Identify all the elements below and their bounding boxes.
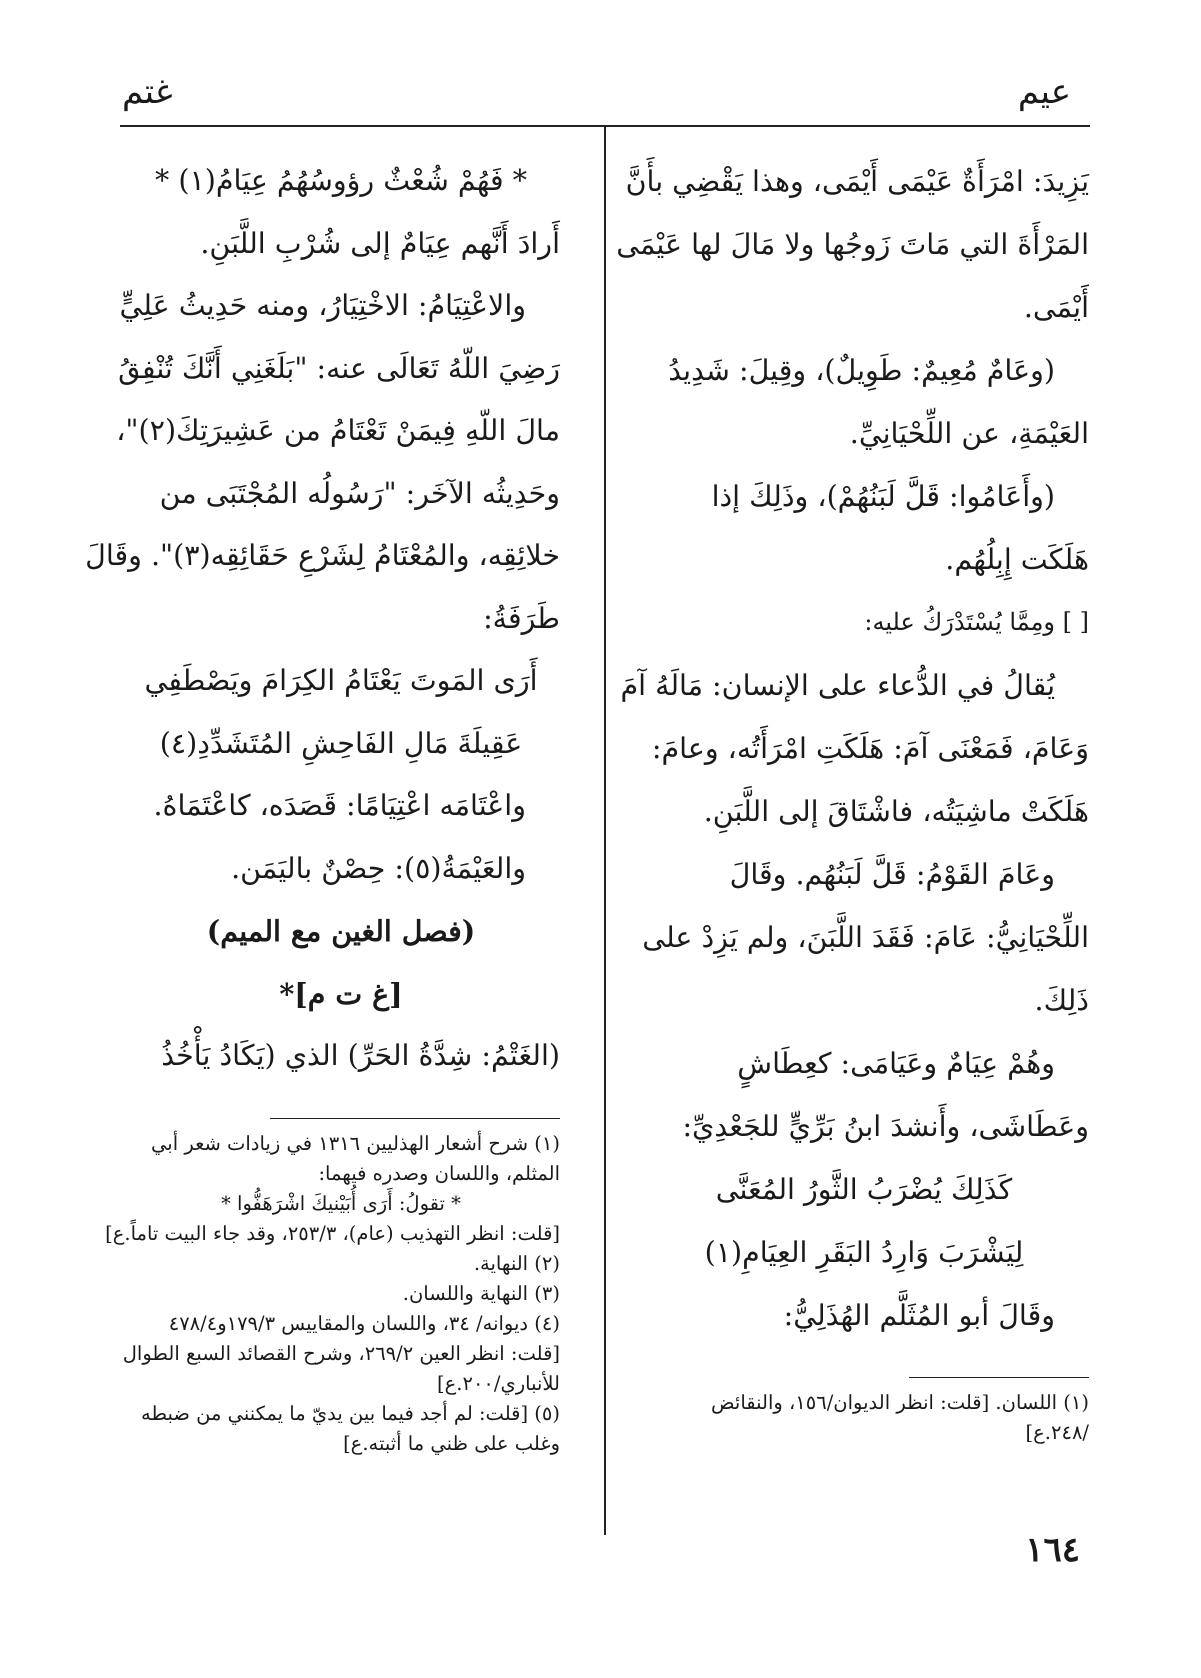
footnote-line: للأنباري/٢٠٠.ع]	[437, 1371, 560, 1395]
footnote-line: * تقولُ: أَرَى أُبَيْنيكَ اشْرَهَفُّوا *	[221, 1191, 461, 1215]
header-entry-word: عيم	[1017, 72, 1071, 112]
text-line: يَزِيدَ: امْرَأَةٌ عَيْمَى أَيْمَى، وهذا يَقْضِي بأَنَّ	[625, 165, 1089, 198]
text-line: أَيْمَى.	[1023, 291, 1089, 324]
text-line: المَرْأَةَ التي مَاتَ زَوجُها ولا مَالَ لها عَيْمَى	[616, 228, 1089, 261]
text-line: خلائِقِه، والمُعْتَامُ لِشَرْعِ حَقَائِقِه(٣)". وقَالَ	[85, 539, 560, 572]
text-line: هَلَكَتْ ماشِيَتُه، فاشْتَاقَ إلى اللَّبَنِ.	[703, 795, 1089, 828]
verse-line: أَرَى المَوتَ يَعْتَامُ الكِرَامَ ويَصْطَفِي	[144, 664, 538, 697]
text-line: العَيْمَةِ، عن اللِّحْيَانِيِّ.	[849, 417, 1089, 450]
text-line: (وأَعَامُوا: قَلَّ لَبَنُهُمْ)، وذَلِكَ إذا	[711, 480, 1055, 513]
root-heading: [غ ت م]*	[279, 976, 403, 1011]
text-line: (وعَامٌ مُعِيمٌ: طَوِيلٌ)، وقِيلَ: شَدِيدُ	[668, 354, 1055, 387]
verse-line: كَذَلِكَ يُضْرَبُ الثَّورُ المُعَنَّى	[715, 1173, 1013, 1206]
text-line: يُقالُ في الدُّعاء على الإنسان: مَالَهُ آمَ	[620, 669, 1055, 702]
footnote-line: (٤) ديوانه/ ٣٤، واللسان والمقاييس ١٧٩/٣و٤٧٨/٤	[168, 1311, 560, 1335]
footnote-line: (٣) النهاية واللسان.	[402, 1281, 560, 1305]
text-line: اللِّحْيَانِيُّ: عَامَ: فَقَدَ اللَّبَنَ، ولم يَزِدْ على	[642, 921, 1089, 954]
footnote-rule	[909, 1377, 1089, 1378]
footnote-line: وغلب على ظني ما أثبته.ع]	[343, 1431, 560, 1455]
text-line: [ ] ومِمَّا يُسْتَدْرَكُ عليه:	[864, 608, 1089, 636]
footnote-line: (١) اللسان. [قلت: انظر الديوان/١٥٦، والنقائض	[711, 1391, 1089, 1414]
text-line: أَرادَ أَنَّهم عِيَامٌ إلى شُرْبِ اللَّبَنِ.	[200, 226, 560, 260]
text-line: والعَيْمَةُ(٥): حِصْنٌ باليَمَن.	[231, 851, 526, 885]
footnote-line: /٢٤٨.ع]	[1025, 1421, 1089, 1444]
footnote-rule	[270, 1118, 560, 1119]
text-line: هَلَكَت إِبِلُهُم.	[945, 543, 1089, 576]
footnote-line: [قلت: انظر العين ٢٦٩/٢، وشرح القصائد السبع الطوال	[122, 1341, 560, 1365]
header-next-entry-word: غتم	[122, 72, 173, 112]
column-divider	[604, 127, 606, 1535]
text-line: والاعْتِيَامُ: الاخْتِيَارُ، ومنه حَدِيثُ عَلِيٍّ	[119, 289, 526, 322]
text-line: (الغَتْمُ: شِدَّةُ الحَرِّ) الذي (يَكَادُ يَأْخُذُ	[161, 1039, 560, 1072]
text-line: وحَدِيثُه الآخَر: "رَسُولُه المُجْتَبَى من	[159, 476, 560, 510]
footnote-line: [قلت: انظر التهذيب (عام)، ٢٥٣/٣، وقد جاء البيت تاماً.ع]	[105, 1221, 560, 1245]
text-line: وعَامَ القَوْمُ: قَلَّ لَبَنُهُم. وقَالَ	[729, 858, 1055, 891]
footnote-line: المثلم، واللسان وصدره فيهما:	[318, 1161, 560, 1185]
text-line: وهُمْ عِيَامٌ وعَيَامَى: كعِطَاشٍ	[737, 1047, 1055, 1080]
verse-line: عَقِيلَةَ مَالِ الفَاحِشِ المُتَشَدِّدِ(٤)	[159, 726, 523, 760]
section-heading: (فصل الغين مع الميم)	[206, 914, 476, 948]
verse-line: لِيَشْرَبَ وَارِدُ البَقَرِ العِيَامِ(١)	[704, 1236, 1024, 1269]
text-line: رَضِيَ اللّهُ تَعَالَى عنه: "بَلَغَنِي أَنَّكَ تُنْفِقُ	[118, 351, 560, 385]
text-line: واعْتَامَه اعْتِيَامًا: قَصَدَه، كاعْتَمَاهُ.	[153, 789, 526, 822]
footnote-line: (٥) [قلت: لم أجد فيما بين يديّ ما يمكنني من ضبطه	[141, 1401, 560, 1425]
text-line: وقَالَ أبو المُثَلَّم الهُذَلِيُّ:	[783, 1299, 1055, 1332]
text-line: طَرَفَةُ:	[483, 601, 560, 635]
verse-line: * فَهُمْ شُعْثٌ رؤوسُهُمُ عِيَامُ(١) *	[155, 164, 527, 197]
text-line: وَعَامَ، فَمَعْنَى آمَ: هَلَكَتِ امْرَأَتُه، وعامَ:	[651, 732, 1089, 765]
left-column	[85, 150, 560, 1459]
text-line: وعَطَاشَى، وأَنشدَ ابنُ بَرِّيٍّ للجَعْدِيِّ:	[682, 1110, 1089, 1143]
text-line: ذَلِكَ.	[1034, 984, 1089, 1017]
footnote-line: (٢) النهاية.	[473, 1251, 560, 1275]
footnote-line: (١) شرح أشعار الهذليين ١٣١٦ في زيادات شعر أبي	[151, 1131, 560, 1155]
page-number: ١٦٤	[1025, 1530, 1080, 1570]
text-line: مالَ اللّهِ فِيمَنْ تَعْتَامُ من عَشِيرَتِكَ(٢)"،	[116, 414, 560, 447]
right-column	[616, 150, 1089, 1448]
